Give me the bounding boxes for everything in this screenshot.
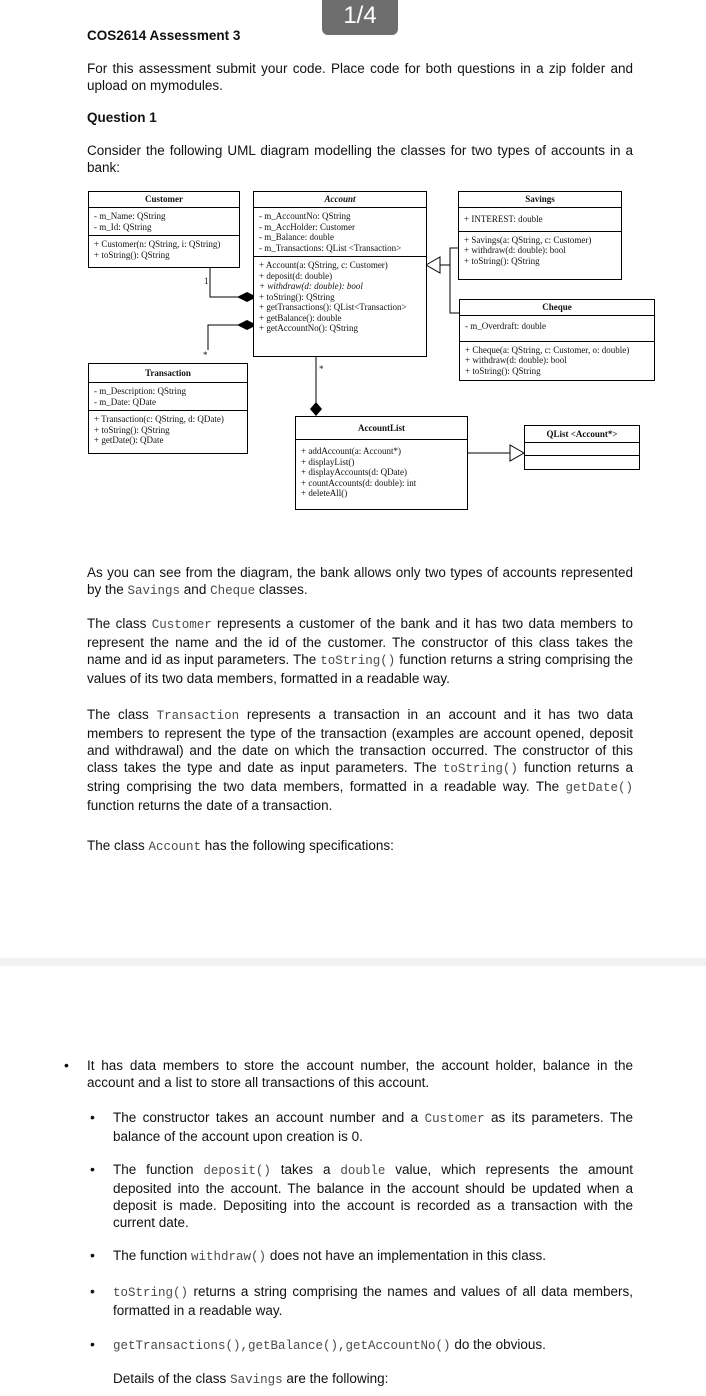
paragraph-account-spec: The class Account has the following specifications:	[87, 838, 394, 854]
bullet-deposit: The function deposit() takes a double value, which represents the amount deposited into the account. The balance in the account should be updated when a deposit is made. Depositing into the account is recorded as a transaction with the current date.	[113, 1162, 634, 1230]
bullet-dot: •	[90, 1247, 95, 1263]
uml-class-cheque	[459, 299, 655, 381]
page-separator	[0, 958, 706, 966]
transaction-account-link	[208, 325, 240, 350]
paragraph-customer: The class Customer represents a customer of the bank and it has two data members to represent the name and the id of the customer. The constructor of this class takes the name and id as input parameters. The toString() function returns a string comprising the values of its two data members, formatted in a readable way.	[87, 616, 633, 686]
attributes: - m_Description: QString - m_Date: QDate	[89, 383, 247, 411]
class-name: QList <Account*>	[525, 426, 639, 443]
attributes: + INTEREST: double	[459, 208, 621, 232]
uml-class-qlist	[524, 425, 640, 470]
assessment-title: COS2614 Assessment 3	[87, 28, 241, 43]
class-name: Cheque	[460, 300, 654, 316]
operations: + Customer(n: QString, i: QString) + toString(): QString	[94, 239, 221, 260]
paragraph-transaction: The class Transaction represents a transaction in an account and it has two data members to represent the type of the transaction (examples are account opened, deposit and withdrawal) and the date on which the transaction occurred. The constructor of this class takes the type and date as input parameters. The toString() function returns a string comprising the two data members, formatted in a readable way. The getDate() function returns the date of a transaction.	[87, 707, 633, 813]
page-2	[0, 966, 706, 1396]
operations: + Transaction(c: QString, d: QDate) + toString(): QString + getDate(): QDate	[94, 414, 224, 445]
bullet-dot: •	[90, 1109, 95, 1125]
class-name: Account	[254, 192, 426, 208]
uml-class-account	[253, 191, 427, 357]
operations: + Account(a: QString, c: Customer) + deposit(d: double) + withdraw(d: double): bool + toString(): QString + getTransactions(): QList<Transaction> + getBalance(): double + getAccountNo(): QString	[259, 260, 407, 333]
operations: + Cheque(a: QString, c: Customer, o: double) + withdraw(d: double): bool + toString(): QString	[465, 344, 630, 376]
multiplicity-account: *	[319, 364, 324, 374]
uml-class-customer	[88, 191, 240, 268]
question-title: Question 1	[87, 110, 157, 125]
page-indicator: 1/4	[322, 0, 398, 35]
aggregation-diamond-accountlist	[310, 402, 322, 416]
bullet-data-members: It has data members to store the account number, the account holder, balance in the account and a list to store all transactions of this account.	[87, 1058, 633, 1090]
attributes: - m_Overdraft: double	[460, 316, 654, 342]
class-name: Transaction	[89, 364, 247, 383]
attributes: - m_Name: QString - m_Id: QString	[89, 208, 239, 236]
class-name: Savings	[459, 192, 621, 208]
class-name: AccountList	[296, 417, 467, 440]
multiplicity-customer: 1	[204, 276, 209, 286]
bullet-dot: •	[90, 1283, 95, 1299]
attributes: - m_AccountNo: QString - m_AccHolder: Customer - m_Balance: double - m_Transactions: QList <Transaction>	[254, 208, 426, 257]
bullet-dot: •	[90, 1161, 95, 1177]
uml-class-accountlist	[295, 416, 468, 510]
bullet-tostring: toString() returns a string comprising the names and values of all data members, formatted in a readable way.	[113, 1284, 633, 1318]
paragraph-savings-details: Details of the class Savings are the following:	[113, 1371, 389, 1387]
intro-paragraph: For this assessment submit your code. Place code for both questions in a zip folder and upload on mymodules.	[87, 61, 633, 93]
inheritance-arrow	[426, 257, 440, 273]
multiplicity-transaction: *	[203, 350, 208, 360]
bullet-withdraw: The function withdraw() does not have an implementation in this class.	[113, 1248, 546, 1264]
question-intro: Consider the following UML diagram modelling the classes for two types of accounts in a bank:	[87, 143, 633, 175]
operations: + Savings(a: QString, c: Customer) + withdraw(d: double): bool + toString(): QString	[464, 234, 592, 266]
bullet-constructor: The constructor takes an account number and a Customer as its parameters. The balance of the account upon creation is 0.	[113, 1110, 634, 1144]
operations: + addAccount(a: Account*) + displayList() + displayAccounts(d: QDate) + countAccounts(d: double): int + deleteAll()	[301, 446, 417, 498]
bullet-getters: getTransactions(),getBalance(),getAccountNo() do the obvious.	[113, 1337, 546, 1353]
uml-class-savings	[458, 191, 622, 280]
qlist-inheritance-arrow	[510, 445, 524, 461]
class-name: Customer	[89, 192, 239, 208]
paragraph-account-types: As you can see from the diagram, the bank allows only two types of accounts represented by the Savings and Cheque classes.	[87, 565, 633, 598]
bullet-dot: •	[64, 1057, 69, 1073]
bullet-dot: •	[90, 1336, 95, 1352]
uml-class-transaction	[88, 363, 248, 454]
